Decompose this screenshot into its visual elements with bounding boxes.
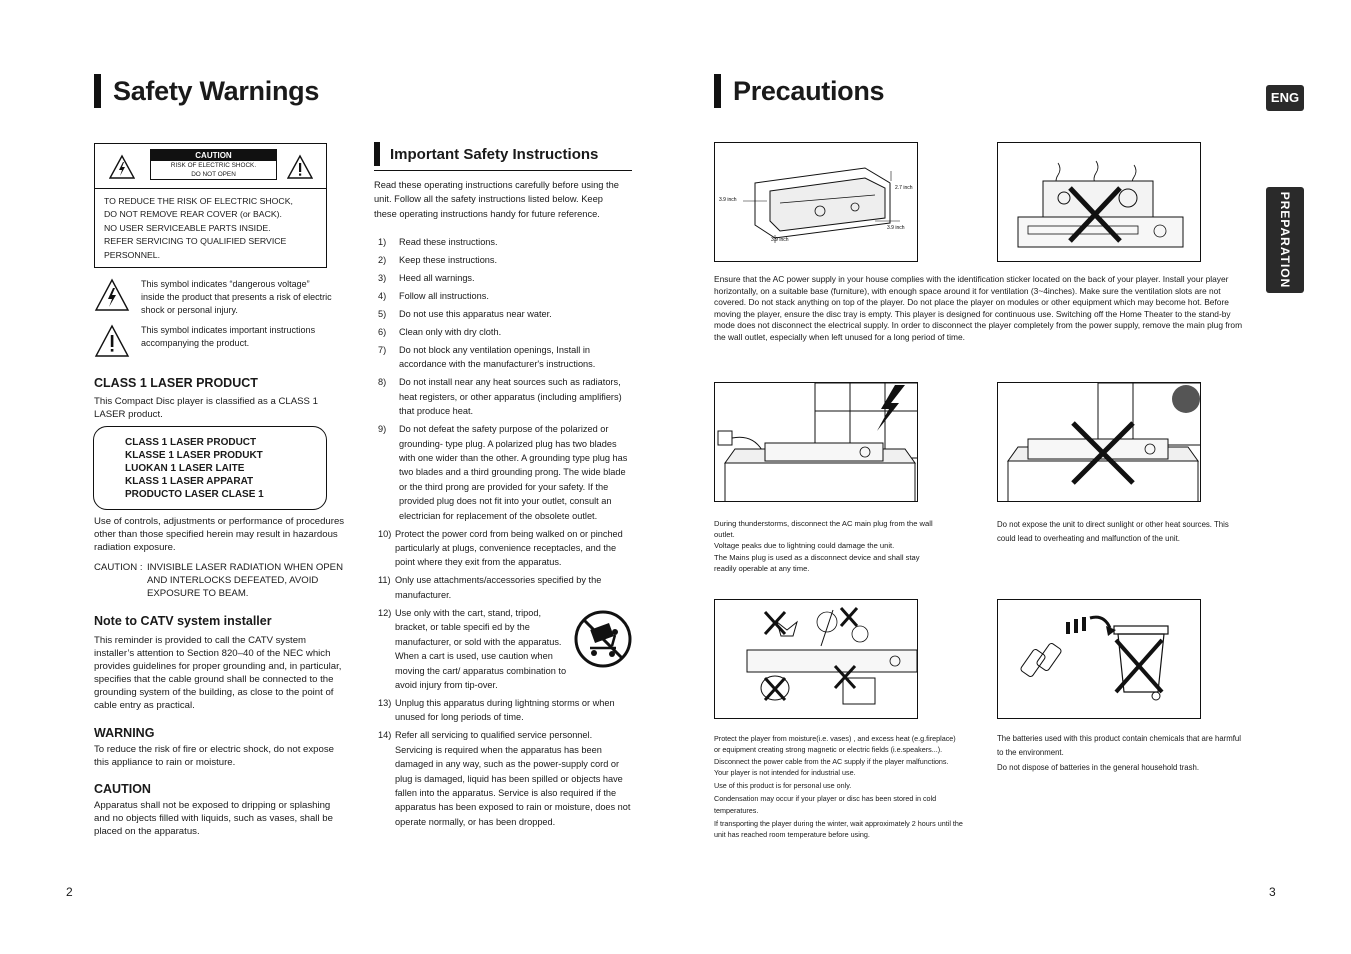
caution-badge: CAUTION RISK OF ELECTRIC SHOCK. DO NOT OPEN [150, 149, 277, 180]
caution-line: NO USER SERVICEABLE PARTS INSIDE. [104, 222, 271, 233]
thunderstorm-illustration [714, 382, 918, 502]
moisture-illustration [714, 599, 918, 719]
laser-label: CLASS 1 LASER PRODUCT [125, 437, 257, 448]
caution-line: DO NOT REMOVE REAR COVER (or BACK). [104, 209, 282, 220]
section-tab-label: PREPARATION [1278, 191, 1292, 289]
catv-heading: Note to CATV system installer [94, 614, 272, 628]
clearance-bottom-label: 3.9 inch [771, 237, 789, 243]
sunlight-text: Do not expose the unit to direct sunlight or other heat sources. This could lead to overheating and malfunction of the unit. [997, 520, 1229, 543]
instruction-item: 12) Use only with the cart, stand, tripod, bracket, or table specifi ed by the manufacturer, or sold with the apparatus. When a cart is used, use caution when moving the cart/ apparatus combination to avoid injury from tip-over. [378, 606, 632, 692]
laser-caution-text: INVISIBLE LASER RADIATION WHEN OPEN AND INTERLOCKS DEFEATED, AVOID EXPOSURE TO BEAM. [147, 562, 344, 599]
caution-line: PERSONNEL. [104, 249, 161, 260]
catv-text: This reminder is provided to call the CATV system installer’s attention to Section 820–40 of the NEC which provides guidelines for proper grounding and, in particular, specifies that the cable ground shall be connected to the grounding system of the building, as close to the point of cable entry as practical. [94, 635, 342, 711]
caution-heading: CAUTION [94, 782, 151, 796]
precautions-intro: Ensure that the AC power supply in your house complies with the identification sticker located on the back of your player. Install your player horizontally, on a suitable base (furniture), with enough space around it for ventilation (3~4inches). Make sure the ventilation slots are not covered. Do not stack anything on top of the player. Do not place the player on modules or other equipment which may become hot. Before moving the player, ensure the disc tray is empty. This player is designed for continuous use. Switching off the Home Theater to the stand-by mode does not disconnect the electrical supply. In order to disconnect the player completely from the power supply, remove the main plug from the wall outlet, especially when left unused for a long period of time. [714, 274, 1243, 342]
clearance-top-label: 2.7 inch [895, 185, 913, 191]
page-title-safety-warnings: Safety Warnings [94, 74, 319, 108]
instruction-item: 11) Only use attachments/accessories specified by the manufacturer. [378, 575, 602, 600]
lightning-triangle-icon [109, 154, 135, 180]
laser-controls-text: Use of controls, adjustments or performance of procedures other than those specified herein may result in hazardous radiation exposure. [94, 516, 345, 553]
instruction-item: 8) Do not install near any heat sources such as radiators, heat registers, or other apparatus (including amplifiers) that produce heat. [378, 377, 622, 417]
section-tab[interactable] [1266, 187, 1304, 293]
page-number-left: 2 [66, 885, 73, 899]
exclamation-triangle-icon [94, 324, 130, 358]
cart-tip-over-icon [574, 610, 632, 668]
caution-text: Apparatus shall not be exposed to dripping or splashing and no objects filled with liquids, such as vases, shall be placed on the apparatus. [94, 800, 333, 837]
instruction-item: 10) Protect the power cord from being walked on or pinched particularly at plugs, convenience receptacles, and the point where they exit from the apparatus. [378, 528, 623, 568]
important-safety-heading: Important Safety Instructions [374, 142, 632, 171]
laser-label: LUOKAN 1 LASER LAITE [125, 463, 245, 474]
clearance-right-label: 3.9 inch [887, 225, 905, 231]
instruction-item: 7) Do not block any ventilation openings, Install in accordance with the manufacturer's instructions. [378, 345, 596, 370]
laser-heading: CLASS 1 LASER PRODUCT [94, 376, 258, 390]
caution-line: REFER SERVICING TO QUALIFIED SERVICE [104, 236, 287, 247]
exclamation-triangle-icon [287, 154, 313, 180]
thunderstorm-line: During thunderstorms, disconnect the AC main plug from the wall outlet. [714, 519, 933, 540]
laser-label-box [93, 426, 327, 510]
laser-label: KLASSE 1 LASER PRODUKT [125, 450, 263, 461]
language-tab[interactable]: ENG [1266, 85, 1304, 111]
moisture-text [714, 733, 964, 841]
battery-text [997, 732, 1247, 775]
battery-line: Do not dispose of batteries in the general household trash. [997, 763, 1199, 772]
symbol-text: This symbol indicates “dangerous voltage” inside the product that presents a risk of electric shock or personal injury. [141, 279, 332, 315]
laser-text: This Compact Disc player is classified as a CLASS 1 LASER product. [94, 396, 318, 420]
symbol-text: This symbol indicates important instructions accompanying the product. [141, 325, 316, 348]
thunderstorm-line: The Mains plug is used as a disconnect device and shall stay readily operable at any time. [714, 552, 920, 573]
instructions-list [378, 235, 632, 833]
instructions-intro: Read these operating instructions carefully before using the unit. Follow all the safety instructions listed below. Keep these operating instructions handy for future reference. [374, 180, 619, 219]
laser-caution-prefix: CAUTION : [94, 562, 143, 573]
thunderstorm-text [714, 518, 940, 574]
symbol-dangerous-voltage [94, 278, 334, 317]
moisture-line: If transporting the player during the winter, wait approximately 2 hours until the unit has reached room temperature before using. [714, 819, 963, 840]
instruction-item: 5) Do not use this apparatus near water. [378, 309, 552, 319]
clearance-left-label: 3.9 inch [719, 197, 737, 203]
instruction-item: 13) Unplug this apparatus during lightning storms or when unused for long periods of time. [378, 697, 615, 723]
moisture-line: Use of this product is for personal use only. [714, 781, 852, 791]
thunderstorm-line: Voltage peaks due to lightning could damage the unit. [714, 541, 895, 551]
caution-line: TO REDUCE THE RISK OF ELECTRIC SHOCK, [104, 196, 293, 206]
laser-label: KLASS 1 LASER APPARAT [125, 476, 254, 487]
page-number-right: 3 [1269, 885, 1276, 899]
lightning-triangle-icon [94, 278, 130, 312]
caution-box [94, 143, 327, 268]
instruction-item: 2) Keep these instructions. [378, 255, 498, 265]
instruction-item: 3) Heed all warnings. [378, 273, 475, 283]
instruction-item: 6) Clean only with dry cloth. [378, 327, 502, 337]
warning-heading: WARNING [94, 726, 155, 740]
symbol-important [94, 324, 334, 358]
moisture-line: Condensation may occur if your player or disc has been stored in cold temperatures. [714, 794, 937, 815]
ventilation-illustration [714, 142, 918, 262]
instruction-item: 9) Do not defeat the safety purpose of the polarized or grounding- type plug. A polarized plug has two blades with one wider than the other. A grounding type plug has two blades and a third grounding prong. The wide blade or the third prong are provided for your safety. If the provided plug does not fit into your outlet, consult an electrician for replacement of the obsolete outlet. [378, 424, 628, 521]
warning-text: To reduce the risk of fire or electric shock, do not expose this appliance to rain or moisture. [94, 744, 334, 768]
page-title-precautions: Precautions [714, 74, 884, 108]
instruction-item: 14) Refer all servicing to qualified service personnel. Servicing is required when the apparatus has been damaged in any way, such as the power-supply cord or plug is damaged, liquid has been spilled or objects have fallen into the apparatus. Service is also required if the apparatus has been exposed to rain or moisture, does not operate normally, or has been dropped. [378, 730, 631, 827]
moisture-line: Protect the player from moisture(i.e. vases) , and excess heat (e.g.fireplace) or equipment creating strong magnetic or electric fields (i.e.speakers...). Disconnect the power cable from the AC supply if the player malfunctions. Your player is not intended for industrial use. [714, 734, 956, 777]
battery-line: The batteries used with this product contain chemicals that are harmful to the environment. [997, 734, 1241, 757]
instruction-item: 4) Follow all instructions. [378, 291, 489, 301]
instruction-item: 1) Read these instructions. [378, 237, 498, 247]
sunlight-illustration [997, 382, 1201, 502]
battery-disposal-illustration [997, 599, 1201, 719]
no-stacking-illustration [997, 142, 1201, 262]
laser-label: PRODUCTO LASER CLASE 1 [125, 489, 264, 500]
laser-caution [94, 561, 350, 600]
